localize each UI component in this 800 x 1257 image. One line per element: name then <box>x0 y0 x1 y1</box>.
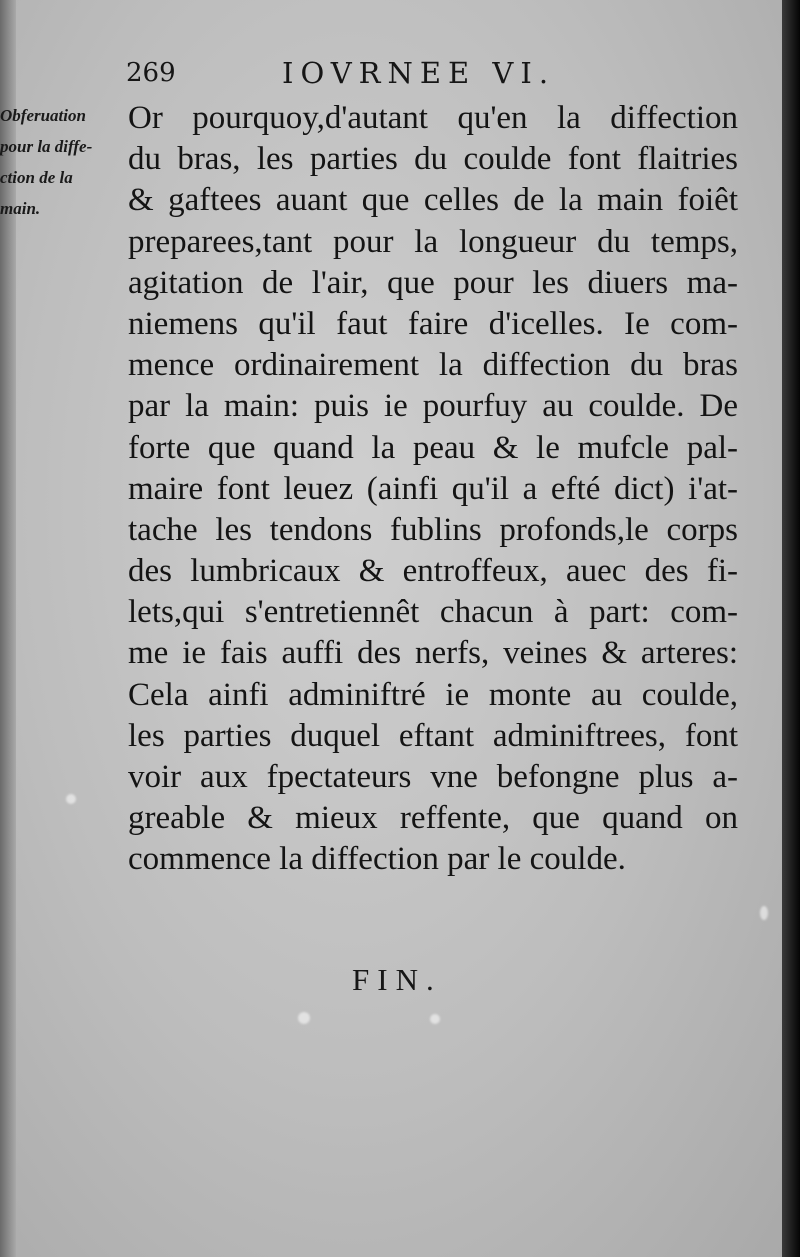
text-line: voir aux fpectateurs vne befongne plus a- <box>128 759 738 795</box>
margin-note-line: main. <box>0 199 41 218</box>
text-line: des lumbricaux & entroffeux, auec des fi- <box>128 553 738 590</box>
text-line: par la main: puis ie pourfuy au coulde. De <box>128 388 738 425</box>
margin-note <box>0 100 120 224</box>
paper-spot <box>760 906 768 920</box>
text-line: Cela ainfi adminiftré ie monte au coulde, <box>128 676 738 713</box>
paper-spot <box>298 1012 310 1024</box>
text-line: agitation de l'air, que pour les diuers ma- <box>128 264 738 301</box>
text-line: forte que quand la peau & le mufcle pal- <box>128 429 738 466</box>
text-line: mence ordinairement la diffection du bras <box>128 347 738 384</box>
text-line: du bras, les parties du coulde font flaitries <box>128 141 738 178</box>
page-edge-shadow <box>782 0 800 1257</box>
text-line: niemens qu'il faut faire d'icelles. Ie com- <box>128 305 738 342</box>
margin-note-line: Obferuation <box>0 106 86 125</box>
text-line: me ie fais auffi des nerfs, veines & arteres: <box>128 635 738 672</box>
paper-spot <box>430 1014 440 1024</box>
text-line: commence la diffection par le coulde. <box>128 841 626 878</box>
text-line: lets,qui s'entretiennêt chacun à part: com- <box>128 594 738 631</box>
text-line: preparees,tant pour la longueur du temps, <box>128 223 738 260</box>
margin-note-line: ction de la <box>0 168 73 187</box>
body-paragraph <box>128 98 738 881</box>
fin-label: FIN. <box>352 962 442 997</box>
text-line: maire font leuez (ainfi qu'il a efté dict) i'at- <box>128 470 738 507</box>
text-line: & gaftees auant que celles de la main foiêt <box>128 182 738 219</box>
text-line: Or pourquoy,d'autant qu'en la diffection <box>128 100 738 136</box>
text-line: les parties duquel eftant adminiftrees, font <box>128 717 738 754</box>
text-line: tache les tendons fublins profonds,le corps <box>128 511 738 548</box>
paper-spot <box>66 794 76 804</box>
page-number: 269 <box>126 58 176 88</box>
text-line: greable & mieux reffente, que quand on <box>128 800 738 837</box>
running-title: IOVRNEE VI. <box>282 56 556 90</box>
margin-note-line: pour la diffe- <box>0 137 93 156</box>
